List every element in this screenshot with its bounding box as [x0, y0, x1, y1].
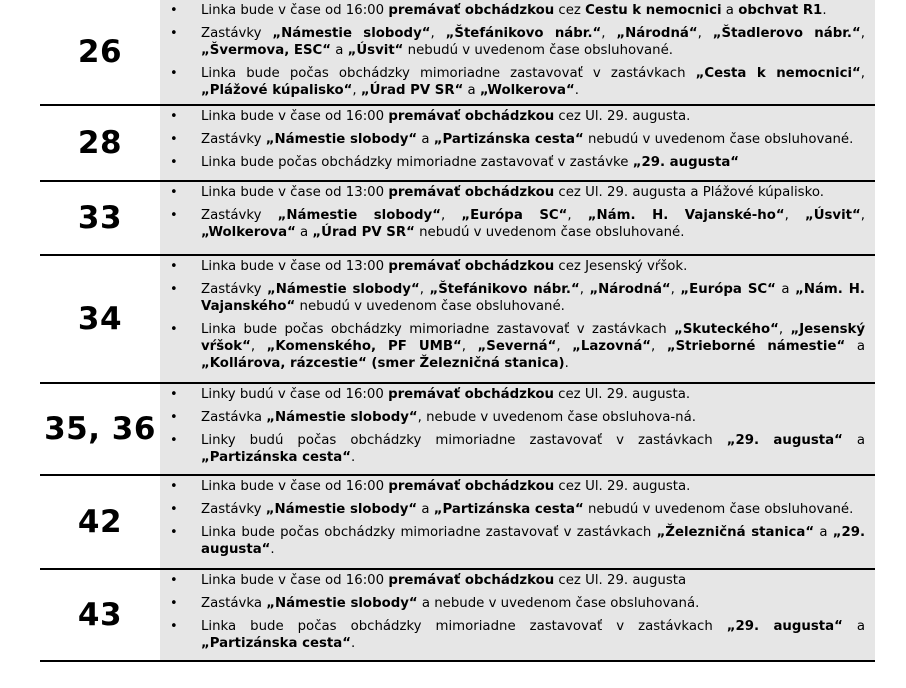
text: a — [331, 43, 348, 58]
text: cez Ul. 29. augusta. — [553, 387, 691, 402]
bold-text: „Plážové kúpalisko“ — [201, 83, 353, 98]
bold-text: „Štefánikovo nábr.“ — [429, 282, 580, 297]
bold-text: „Úrad PV SR“ — [312, 225, 415, 240]
table-row — [40, 256, 875, 384]
list-item — [201, 321, 865, 372]
bold-text: „Partizánska cesta“ — [201, 450, 351, 465]
text: cez — [554, 3, 586, 18]
detour-description — [160, 476, 875, 568]
list-item — [201, 108, 865, 125]
list-item — [201, 595, 865, 612]
bold-text: „Úrad PV SR“ — [360, 83, 464, 98]
list-item — [201, 2, 865, 19]
bold-text: „Úsvit“ — [804, 208, 861, 223]
bold-text: „Jesenský vŕšok“ — [201, 322, 865, 354]
list-item — [201, 281, 865, 315]
bullet-list — [160, 182, 875, 241]
bullet-list — [160, 256, 875, 372]
table-row — [40, 570, 875, 662]
text: . — [351, 636, 356, 651]
bold-text: „Národná“ — [589, 282, 671, 297]
text: , — [352, 83, 361, 98]
text: Linka bude počas obchádzky mimoriadne zastavovať v zastávkach — [201, 66, 696, 81]
text: Linka bude v čase od 13:00 — [201, 259, 389, 274]
line-number: 28 — [77, 125, 123, 161]
text: Linka bude v čase od 16:00 — [201, 573, 389, 588]
list-item — [201, 131, 865, 148]
detour-description — [160, 182, 875, 254]
text: a — [721, 3, 739, 18]
text: nebudú v uvedenom čase obsluhované. — [583, 502, 854, 517]
text: . — [574, 83, 579, 98]
text: cez Ul. 29. augusta. — [554, 479, 691, 494]
bold-text: premávať obchádzkou — [388, 479, 555, 494]
list-item — [201, 409, 865, 426]
line-number: 43 — [77, 597, 123, 633]
text: a — [814, 525, 833, 540]
text: , — [784, 208, 805, 223]
bold-text: „Národná“ — [616, 26, 698, 41]
bold-text: „Wolkerova“ — [479, 83, 575, 98]
bold-text: „Námestie slobody“ — [266, 410, 418, 425]
text: , — [461, 339, 478, 354]
text: Zastávky — [201, 502, 266, 517]
bold-text: „Námestie slobody“ — [266, 596, 418, 611]
text: Zastávky — [201, 282, 268, 297]
bold-text: „Švermova, ESC“ — [201, 43, 332, 58]
list-item — [201, 432, 865, 466]
bold-text: „Štadlerovo nábr.“ — [712, 26, 861, 41]
bold-text: premávať obchádzkou — [388, 109, 555, 124]
text: Linka bude počas obchádzky mimoriadne zastavovať v zastávkach — [201, 322, 675, 337]
text: , — [579, 282, 590, 297]
bold-text: „Námestie slobody“ — [272, 26, 431, 41]
text: Linky budú počas obchádzky mimoriadne zastavovať v zastávkach — [201, 433, 727, 448]
text: , — [860, 208, 865, 223]
text: , — [651, 339, 667, 354]
list-item — [201, 184, 865, 201]
table-row — [40, 384, 875, 476]
bold-text: premávať obchádzkou — [388, 259, 555, 274]
text: Zastávka — [201, 410, 267, 425]
text: a — [417, 502, 434, 517]
list-item — [201, 524, 865, 558]
text: a — [842, 619, 865, 634]
bullet-list — [160, 476, 875, 558]
text: Linka bude počas obchádzky mimoriadne zastavovať v zastávkach — [201, 525, 657, 540]
bold-text: „Cesta k nemocnici“ — [695, 66, 861, 81]
bold-text: „Nám. H. Vajanské-ho“ — [587, 208, 785, 223]
bold-text: „Kollárova, rázcestie“ (smer Železničná stanica) — [201, 356, 565, 371]
bold-text: „29. augusta“ — [201, 525, 865, 557]
list-item — [201, 501, 865, 518]
bold-text: „29. augusta“ — [726, 619, 843, 634]
text: , — [778, 322, 791, 337]
text: , — [250, 339, 267, 354]
text: , — [430, 26, 446, 41]
bold-text: „Komenského, PF UMB“ — [266, 339, 462, 354]
text: . — [351, 450, 356, 465]
table-row — [40, 0, 875, 106]
text: , — [556, 339, 573, 354]
line-number: 26 — [77, 34, 123, 70]
line-number: 33 — [77, 200, 123, 236]
list-item — [201, 207, 865, 241]
bold-text: „Partizánska cesta“ — [433, 502, 584, 517]
text: . — [822, 3, 827, 18]
text: , — [567, 208, 588, 223]
line-number: 35, 36 — [44, 411, 156, 447]
text: . — [564, 356, 569, 371]
bold-text: „Wolkerova“ — [201, 225, 296, 240]
bold-text: „Partizánska cesta“ — [201, 636, 351, 651]
text: Zastávka — [201, 596, 267, 611]
bold-text: „Námestie slobody“ — [265, 502, 418, 517]
text: cez Ul. 29. augusta — [554, 573, 687, 588]
bold-text: „Námestie slobody“ — [265, 132, 418, 147]
text: nebudú v uvedenom čase obsluhované. — [295, 299, 565, 314]
text: . — [270, 542, 275, 557]
text: cez Ul. 29. augusta a Plážové kúpalisko. — [554, 185, 824, 200]
bullet-list — [160, 384, 875, 466]
table-row — [40, 476, 875, 570]
text: a nebude v uvedenom čase obsluhovaná. — [417, 596, 700, 611]
text: Linka bude v čase od 16:00 — [201, 479, 389, 494]
bold-text: „Nám. H. Vajanského“ — [201, 282, 865, 314]
bold-text: „Železničná stanica“ — [656, 525, 815, 540]
text: Linka bude v čase od 16:00 — [201, 109, 389, 124]
bullet-list — [160, 0, 875, 99]
text: a — [845, 339, 865, 354]
detour-description — [160, 256, 875, 382]
text: , — [860, 26, 865, 41]
text: a — [295, 225, 313, 240]
bold-text: „Strieborné námestie“ — [666, 339, 846, 354]
bold-text: „Európa SC“ — [680, 282, 776, 297]
text: , — [601, 26, 617, 41]
bold-text: „Námestie slobody“ — [267, 282, 420, 297]
bullet-list — [160, 106, 875, 171]
text: , — [419, 282, 430, 297]
text: Linka bude počas obchádzky mimoriadne zastavovať v zastávkach — [201, 619, 727, 634]
bold-text: „Úsvit“ — [347, 43, 404, 58]
text: a — [417, 132, 434, 147]
text: a — [463, 83, 480, 98]
line-number: 34 — [77, 301, 123, 337]
list-item — [201, 65, 865, 99]
text: Linka bude v čase od 16:00 — [201, 3, 389, 18]
table-row — [40, 106, 875, 182]
list-item — [201, 572, 865, 589]
bold-text: Cestu k nemocnici — [585, 3, 722, 18]
text: nebudú v uvedenom čase obsluhované. — [414, 225, 685, 240]
text: Zastávky — [201, 132, 266, 147]
bold-text: „29. augusta“ — [726, 433, 843, 448]
list-item — [201, 258, 865, 275]
text: Linka bude počas obchádzky mimoriadne zastavovať v zastávke — [201, 155, 633, 170]
text: , nebude v uvedenom čase obsluhova-ná. — [417, 410, 696, 425]
detour-description — [160, 106, 875, 180]
text: , — [697, 26, 713, 41]
detour-description — [160, 0, 875, 104]
bold-text: premávať obchádzkou — [388, 3, 555, 18]
detour-description — [160, 570, 875, 660]
bold-text: „Skuteckého“ — [674, 322, 779, 337]
list-item — [201, 618, 865, 652]
text: nebudú v uvedenom čase obsluhované. — [583, 132, 854, 147]
bullet-list — [160, 570, 875, 652]
text: a — [842, 433, 865, 448]
list-item — [201, 478, 865, 495]
text: a — [775, 282, 796, 297]
list-item — [201, 25, 865, 59]
bold-text: „Európa SC“ — [461, 208, 568, 223]
text: Zastávky — [201, 208, 278, 223]
text: Linky budú v čase od 16:00 — [201, 387, 389, 402]
bold-text: „29. augusta“ — [632, 155, 740, 170]
line-number: 42 — [77, 504, 123, 540]
text: cez Ul. 29. augusta. — [554, 109, 691, 124]
text: Linka bude v čase od 13:00 — [201, 185, 389, 200]
text: , — [440, 208, 462, 223]
bold-text: premávať obchádzkou — [388, 185, 555, 200]
bold-text: obchvat R1 — [738, 3, 823, 18]
text: cez Jesenský vŕšok. — [554, 259, 688, 274]
bold-text: premávať obchádzkou — [388, 387, 554, 402]
bold-text: „Partizánska cesta“ — [433, 132, 584, 147]
bold-text: „Štefánikovo nábr.“ — [445, 26, 602, 41]
bold-text: „Námestie slobody“ — [277, 208, 441, 223]
bold-text: „Severná“ — [477, 339, 557, 354]
bold-text: „Lazovná“ — [572, 339, 652, 354]
text: nebudú v uvedenom čase obsluhované. — [403, 43, 673, 58]
table-row — [40, 182, 875, 256]
text: , — [860, 66, 866, 81]
detour-description — [160, 384, 875, 474]
text: Zastávky — [201, 26, 273, 41]
text: , — [670, 282, 681, 297]
list-item — [201, 154, 865, 171]
list-item — [201, 386, 865, 403]
bold-text: premávať obchádzkou — [388, 573, 555, 588]
